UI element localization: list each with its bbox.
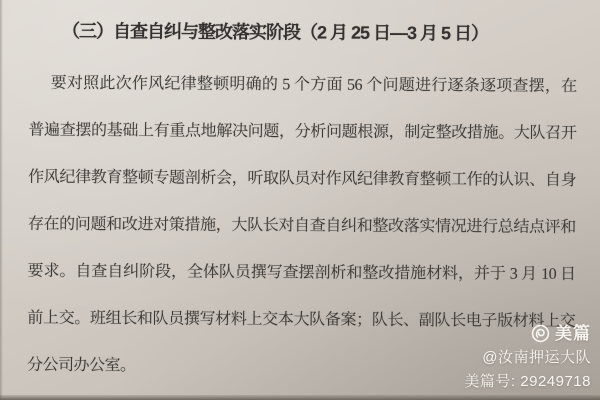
paragraph-line: 前上交。班组长和队员撰写材料上交本大队备案；队长、副队长电子版材料上交	[27, 309, 576, 331]
watermark-brand-name: 美篇	[555, 323, 591, 343]
watermark-author: @汝南押运大队	[482, 349, 591, 366]
paragraph-line: 要对照此次作风纪律整顿明确的 5 个方面 56 个问题进行逐条逐项查摆，在	[50, 74, 577, 96]
watermark-id: 美篇号: 29249718	[464, 373, 591, 390]
paragraph-line: 存在的问题和改进对策措施，大队长对自查自纠和整改落实情况进行总结点评和	[27, 215, 576, 237]
paragraph-line: 作风纪律教育整顿专题剖析会，听取队员对作风纪律教育整顿工作的认识、自身	[28, 168, 577, 190]
meipian-logo-icon	[531, 324, 550, 343]
watermark-brand-row	[391, 323, 591, 343]
paragraph-line: 分公司办公室。	[26, 356, 136, 375]
paper-left-edge-shadow	[0, 0, 3, 400]
paragraph-line: 要求。自查自纠阶段，全体队员撰写查摆剖析和整改措施材料，并于 3 月 10 日	[27, 262, 576, 284]
meipian-watermark	[391, 323, 591, 389]
paragraph-line: 普遍查摆的基础上有重点地解决问题，分析问题根源，制定整改措施。大队召开	[28, 121, 577, 143]
section-heading: （三）自查自纠与整改落实阶段（2 月 25 日—3 月 5 日）	[61, 20, 489, 44]
paper-bottom-edge	[0, 395, 600, 400]
